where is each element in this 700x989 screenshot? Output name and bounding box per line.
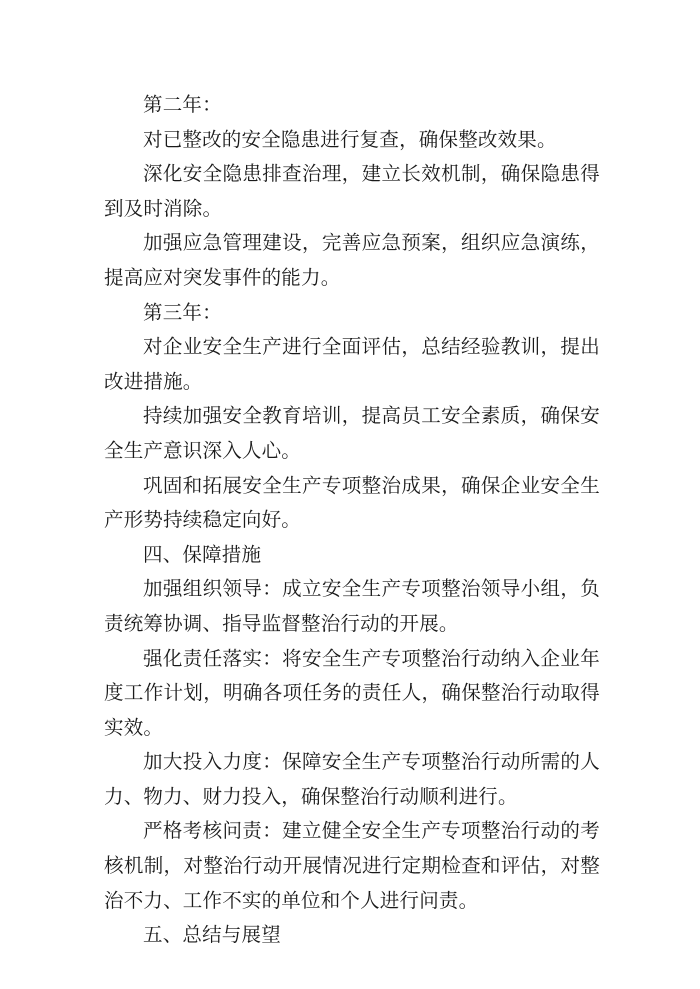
- section-heading-summary: 五、总结与展望: [143, 923, 281, 947]
- paragraph: 对企业安全生产进行全面评估，总结经验教训，提出改进措施。: [104, 335, 600, 393]
- paragraph: 深化安全隐患排查治理，建立长效机制，确保隐患得到及时消除。: [104, 162, 600, 220]
- paragraph: 对已整改的安全隐患进行复查，确保整改效果。: [143, 127, 557, 151]
- paragraph-year-two-heading: 第二年：: [143, 93, 222, 116]
- paragraph: 持续加强安全教育培训，提高员工安全素质，确保安全生产意识深入人心。: [104, 404, 600, 462]
- paragraph: 严格考核问责：建立健全安全生产专项整治行动的考核机制，对整治行动开展情况进行定期检查和评估，对整治不力、工作不实的单位和个人进行问责。: [104, 819, 600, 912]
- section-heading-safeguards: 四、保障措施: [143, 542, 262, 566]
- paragraph: 加强组织领导：成立安全生产专项整治领导小组，负责统筹协调、指导监督整治行动的开展。: [104, 577, 600, 635]
- paragraph: 巩固和拓展安全生产专项整治成果，确保企业安全生产形势持续稳定向好。: [104, 473, 600, 532]
- paragraph-year-three-heading: 第三年：: [143, 300, 222, 324]
- document-body: [104, 88, 600, 953]
- paragraph: 加大投入力度：保障安全生产专项整治行动所需的人力、物力、财力投入，确保整治行动顺利进行。: [104, 750, 600, 808]
- paragraph: 加强应急管理建设，完善应急预案，组织应急演练，提高应对突发事件的能力。: [104, 231, 600, 289]
- paragraph: 强化责任落实：将安全生产专项整治行动纳入企业年度工作计划，明确各项任务的责任人，确保整治行动取得实效。: [104, 646, 600, 739]
